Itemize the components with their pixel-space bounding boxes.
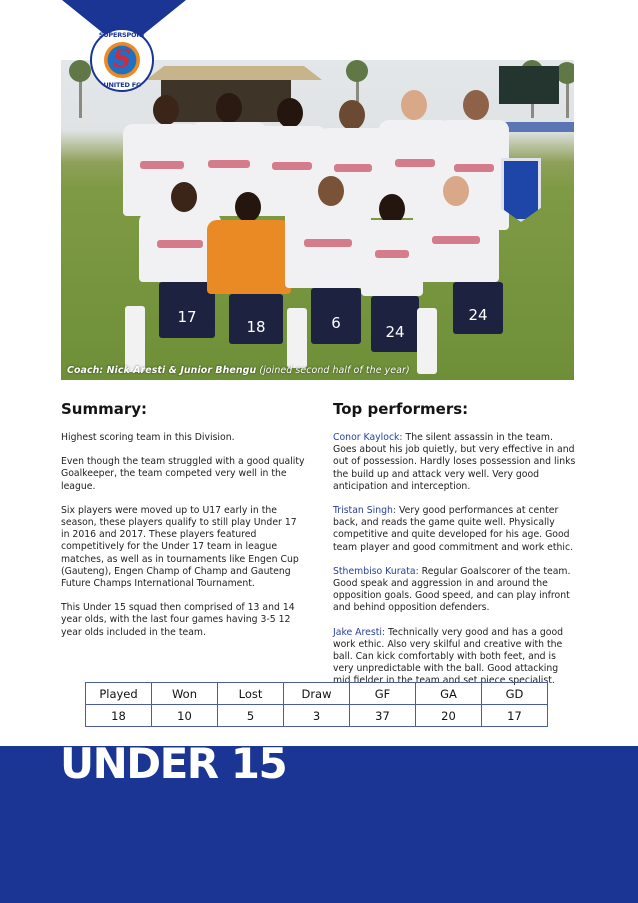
summary-paragraph: This Under 15 squad then comprised of 13 and 14 year olds, with the last four games having 3-5 12 year olds included in the team. — [61, 602, 295, 638]
stats-value-ga: 20 — [416, 705, 482, 727]
top-performers-section — [333, 400, 578, 700]
shirt-number: 6 — [311, 288, 361, 344]
performer-entry — [333, 566, 578, 615]
stats-header-played: Played — [86, 683, 152, 705]
performer-name: Tristan Singh: — [333, 505, 397, 517]
stats-value-gd: 17 — [482, 705, 548, 727]
stats-value-won: 10 — [152, 705, 218, 727]
shirt-number: 17 — [159, 282, 215, 338]
summary-paragraph: Even though the team struggled with a good quality Goalkeeper, the team competed very well in the league. — [61, 456, 305, 492]
stats-value-draw: 3 — [284, 705, 350, 727]
summary-paragraph: Highest scoring team in this Division. — [61, 432, 235, 443]
pavilion-roof — [146, 66, 322, 80]
shirt-number: 24 — [453, 282, 503, 334]
stats-header-ga: GA — [416, 683, 482, 705]
performer-description: Technically very good and has a good work ethic. Also very skilful and creative with the ball. Can kick comfortably with both feet, and is very unpredictable with the ball. Good attacking mid fielder in the team and set piece specialist. — [333, 626, 564, 687]
performer-description: Regular Goalscorer of the team. Good speak and aggression in and around the opposition goals. Good speed, and can play infront and behind opposition defenders. — [333, 565, 571, 614]
logo-top-text: SUPERSPORT — [98, 31, 146, 39]
shirt-number: 18 — [229, 294, 283, 344]
performer-entry — [333, 505, 578, 554]
stats-value-lost: 5 — [218, 705, 284, 727]
summary-section — [61, 400, 306, 651]
season-stats-table — [85, 682, 548, 727]
shirt-number: 24 — [371, 296, 419, 352]
stats-header-gf: GF — [350, 683, 416, 705]
scoreboard — [499, 66, 559, 104]
summary-paragraph: Six players were moved up to U17 early in the season, these players qualify to still play Under 17 in 2016 and 2017. These players featured competitively for the Under 17 team in league matches, as well as in tournaments like Engen Cup (Gauteng), Engen Champ of Champ and Gauteng Future Champs International Tournament. — [61, 504, 299, 590]
stats-header-draw: Draw — [284, 683, 350, 705]
stats-value-gf: 37 — [350, 705, 416, 727]
team-photo — [61, 60, 574, 380]
stats-value-row — [86, 705, 548, 727]
top-performers-heading: Top performers: — [333, 400, 469, 418]
photo-caption: Coach: Nick Aresti & Junior Bhengu (joined second half of the year) — [67, 365, 410, 376]
logo-bottom-text: UNITED FC — [103, 81, 141, 89]
performer-name: Jake Aresti: — [333, 626, 386, 638]
performer-entry — [333, 432, 578, 493]
performer-description: The silent assassin in the team. Goes about his job quietly, but very effective in and out of possession. Hardly loses possession and links the build up and attack very well. Very good anticipation and interception. — [333, 432, 576, 492]
stats-header-won: Won — [152, 683, 218, 705]
performer-name: Conor Kaylock: — [333, 432, 403, 443]
stats-header-gd: GD — [482, 683, 548, 705]
club-logo — [90, 28, 154, 92]
stats-header-row — [86, 683, 548, 705]
performer-name: Sthembiso Kurata: — [333, 565, 419, 577]
logo-s-mark: S — [113, 44, 131, 73]
section-title: UNDER 15 — [60, 739, 287, 788]
performer-entry — [333, 627, 578, 688]
logo-emblem — [104, 42, 140, 78]
performer-description: Very good performances at center back, and reads the game quite well. Physically competitive and quite developed for his age. Good team player and good commitment and work ethic. — [333, 505, 574, 553]
stats-header-lost: Lost — [218, 683, 284, 705]
summary-heading: Summary: — [61, 400, 148, 418]
stats-value-played: 18 — [86, 705, 152, 727]
